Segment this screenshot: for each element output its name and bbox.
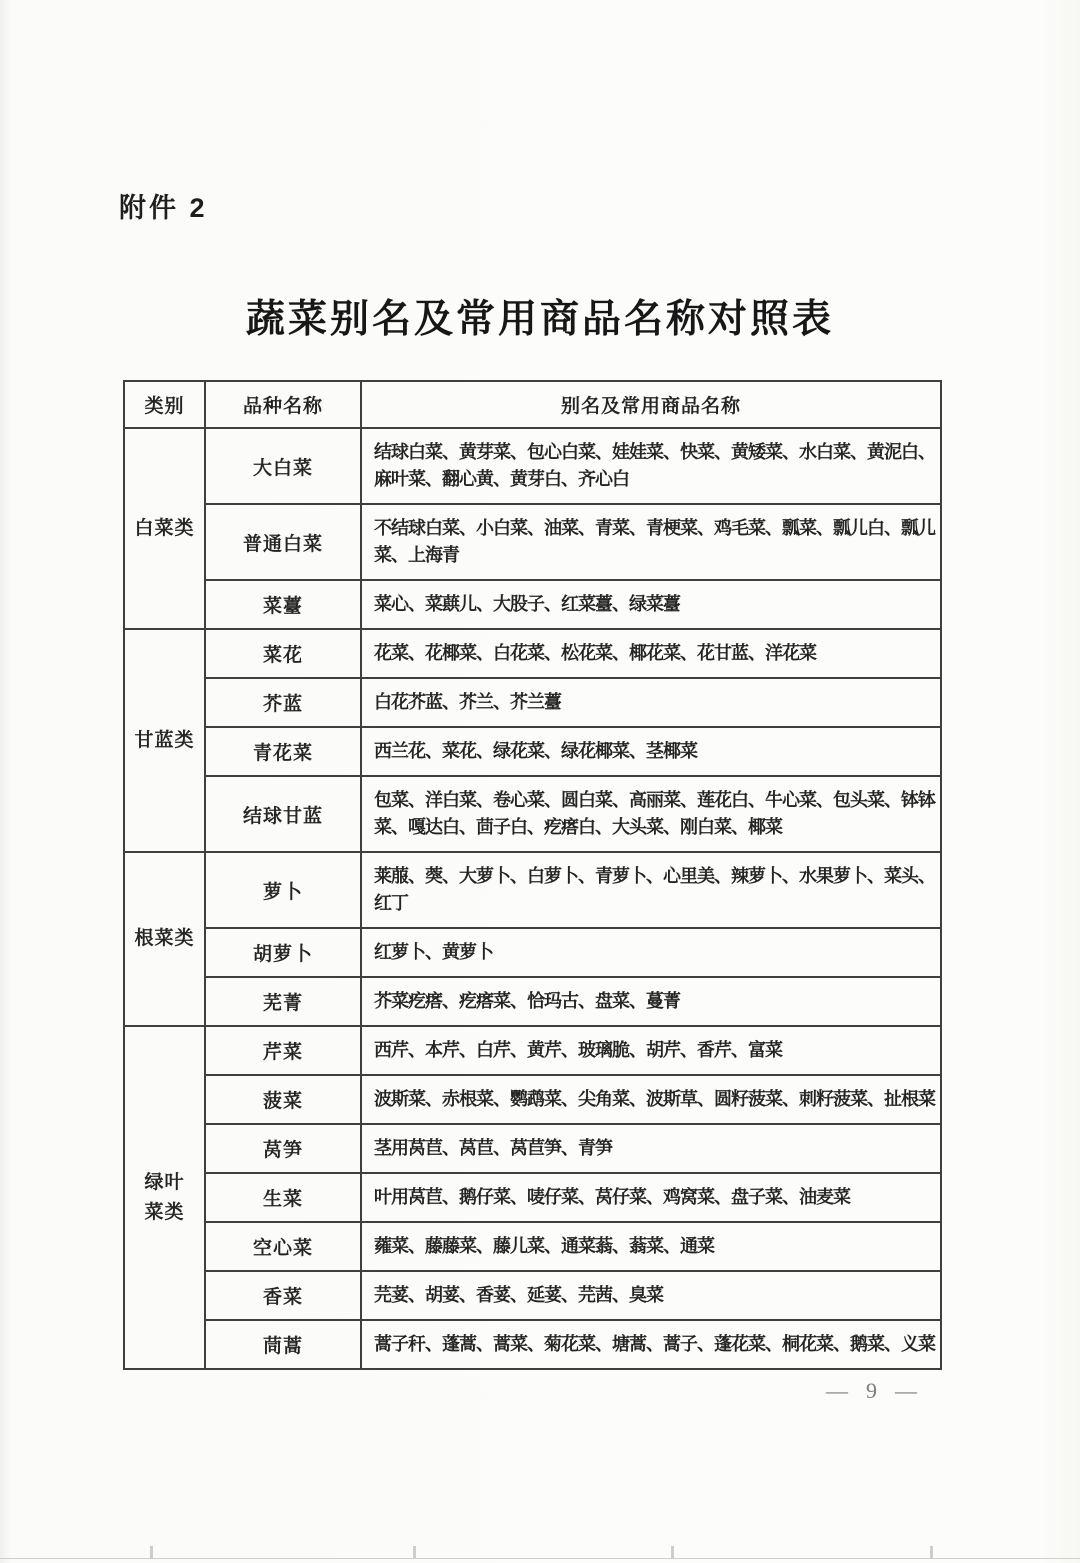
table-row — [124, 504, 941, 580]
scan-artifact-bottom-line — [0, 1558, 1080, 1559]
aliases-cell: 莱菔、葖、大萝卜、白萝卜、青萝卜、心里美、辣萝卜、水果萝卜、菜头、红丁 — [361, 852, 941, 928]
footer-dash-right: — — [895, 1378, 917, 1403]
category-cell: 白菜类 — [124, 428, 205, 629]
table-row — [124, 1173, 941, 1222]
aliases-cell: 结球白菜、黄芽菜、包心白菜、娃娃菜、快菜、黄矮菜、水白菜、黄泥白、麻叶菜、翻心黄、黄芽白、齐心白 — [361, 428, 941, 504]
aliases-cell: 蕹菜、藤藤菜、藤儿菜、通菜蓊、蓊菜、通菜 — [361, 1222, 941, 1271]
scan-artifact-tick — [413, 1546, 416, 1558]
category-cell: 绿叶 菜类 — [124, 1026, 205, 1369]
variety-cell: 生菜 — [205, 1173, 361, 1222]
scan-artifact-tick — [930, 1546, 933, 1558]
aliases-cell: 包菜、洋白菜、卷心菜、圆白菜、高丽菜、莲花白、牛心菜、包头菜、钵钵菜、嘎达白、茴子白、疙瘩白、大头菜、刚白菜、椰菜 — [361, 776, 941, 852]
table-row — [124, 629, 941, 678]
variety-cell: 空心菜 — [205, 1222, 361, 1271]
table-row — [124, 776, 941, 852]
variety-cell: 菠菜 — [205, 1075, 361, 1124]
aliases-cell: 茎用莴苣、莴苣、莴苣笋、青笋 — [361, 1124, 941, 1173]
footer-dash-left: — — [826, 1378, 848, 1403]
variety-cell: 菜花 — [205, 629, 361, 678]
col-header-aliases: 别名及常用商品名称 — [361, 381, 941, 428]
table-row — [124, 1271, 941, 1320]
aliases-cell: 蒿子秆、蓬蒿、蒿菜、菊花菜、塘蒿、蒿子、蓬花菜、桐花菜、鹅菜、义菜 — [361, 1320, 941, 1369]
aliases-cell: 芥菜疙瘩、疙瘩菜、恰玛古、盘菜、蔓菁 — [361, 977, 941, 1026]
page-title: 蔬菜别名及常用商品名称对照表 — [245, 298, 834, 341]
variety-cell: 胡萝卜 — [205, 928, 361, 977]
table-row — [124, 1124, 941, 1173]
variety-cell: 芹菜 — [205, 1026, 361, 1075]
aliases-cell: 菜心、菜蕻儿、大股子、红菜薹、绿菜薹 — [361, 580, 941, 629]
variety-cell: 芜菁 — [205, 977, 361, 1026]
table-row — [124, 928, 941, 977]
scan-artifact-tick — [150, 1546, 153, 1558]
variety-cell: 普通白菜 — [205, 504, 361, 580]
col-header-variety: 品种名称 — [205, 381, 361, 428]
category-cell: 根菜类 — [124, 852, 205, 1026]
aliases-cell: 叶用莴苣、鹅仔菜、唛仔菜、莴仔菜、鸡窝菜、盘子菜、油麦菜 — [361, 1173, 941, 1222]
variety-cell: 结球甘蓝 — [205, 776, 361, 852]
variety-cell: 萝卜 — [205, 852, 361, 928]
table-row — [124, 977, 941, 1026]
aliases-cell: 波斯菜、赤根菜、鹦鹉菜、尖角菜、波斯草、圆籽菠菜、刺籽菠菜、扯根菜 — [361, 1075, 941, 1124]
table-header-row — [124, 381, 941, 428]
scan-artifact-tick — [671, 1546, 674, 1558]
variety-cell: 菜薹 — [205, 580, 361, 629]
table-row — [124, 852, 941, 928]
table-row — [124, 580, 941, 629]
table-row — [124, 428, 941, 504]
variety-cell: 莴笋 — [205, 1124, 361, 1173]
table-row — [124, 1026, 941, 1075]
aliases-cell: 花菜、花椰菜、白花菜、松花菜、椰花菜、花甘蓝、洋花菜 — [361, 629, 941, 678]
table-row — [124, 1075, 941, 1124]
page-number: 9 — [866, 1378, 877, 1403]
page-footer — [826, 1378, 917, 1404]
table-row — [124, 678, 941, 727]
table-row — [124, 1222, 941, 1271]
variety-cell: 香菜 — [205, 1271, 361, 1320]
aliases-cell: 白花芥蓝、芥兰、芥兰薹 — [361, 678, 941, 727]
col-header-category: 类别 — [124, 381, 205, 428]
aliases-cell: 芫荽、胡荽、香荽、延荽、芫茜、臭菜 — [361, 1271, 941, 1320]
table-row — [124, 727, 941, 776]
aliases-cell: 不结球白菜、小白菜、油菜、青菜、青梗菜、鸡毛菜、瓢菜、瓢儿白、瓢儿菜、上海青 — [361, 504, 941, 580]
aliases-cell: 西芹、本芹、白芹、黄芹、玻璃脆、胡芹、香芹、富菜 — [361, 1026, 941, 1075]
aliases-cell: 红萝卜、黄萝卜 — [361, 928, 941, 977]
vegetable-alias-table — [123, 380, 942, 1370]
variety-cell: 青花菜 — [205, 727, 361, 776]
aliases-cell: 西兰花、菜花、绿花菜、绿花椰菜、茎椰菜 — [361, 727, 941, 776]
variety-cell: 芥蓝 — [205, 678, 361, 727]
variety-cell: 大白菜 — [205, 428, 361, 504]
attachment-label: 附件 2 — [119, 193, 208, 223]
table-row — [124, 1320, 941, 1369]
category-cell: 甘蓝类 — [124, 629, 205, 852]
variety-cell: 茼蒿 — [205, 1320, 361, 1369]
